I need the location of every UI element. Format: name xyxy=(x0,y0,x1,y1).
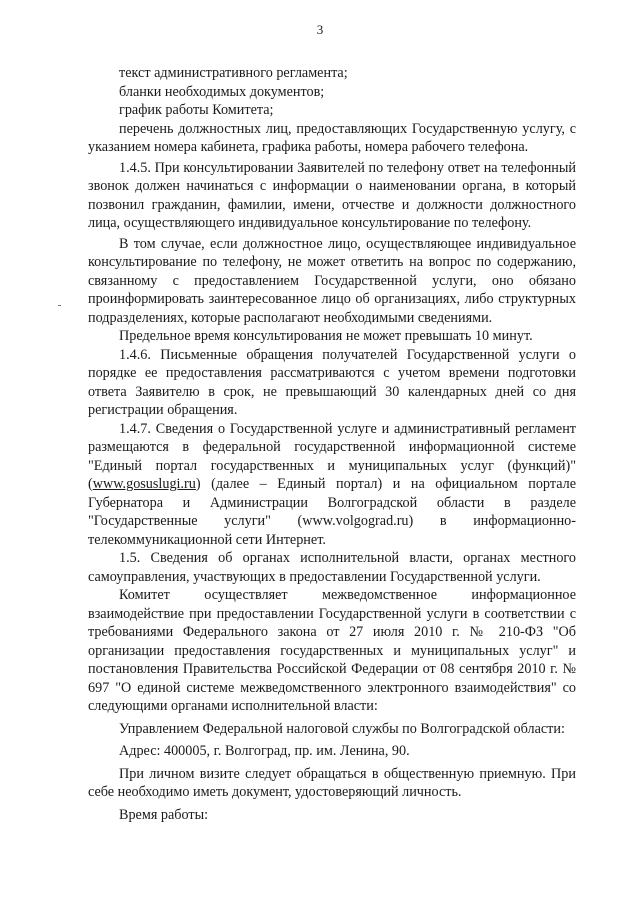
paragraph-1-4-5-referral: В том случае, если должностное лицо, осуществляющее индивидуальное консультирование по телефону, не может ответить на вопрос по содержанию, связанному с предоставлением Государственной услуги, оно обязано проинформировать заинтересованное лицо об организациях, либо структурных подразделениях, которые располагают необходимыми сведениями. xyxy=(88,235,576,326)
paragraph-address: Адрес: 400005, г. Волгоград, пр. им. Ленина, 90. xyxy=(119,743,410,759)
paragraph-working-hours: Время работы: xyxy=(119,806,209,823)
list-item-officials-list: перечень должностных лиц, предоставляющих Государственную услугу, с указанием номера кабинета, графика работы, номера рабочего телефона. xyxy=(88,120,576,155)
paragraph-personal-visit: При личном визите следует обращаться в общественную приемную. При себе необходимо иметь документ, удостоверяющий личность. xyxy=(88,765,576,800)
gosuslugi-link[interactable]: www.gosuslugi.ru xyxy=(92,476,196,492)
list-item-document-forms: бланки необходимых документов; xyxy=(119,83,325,100)
paragraph-1-4-5: 1.4.5. При консультировании Заявителей по телефону ответ на телефонный звонок должен начинаться с информации о наименовании органа, в который позвонил гражданин, фамилии, имени, отчестве и должности должностного лица, осуществляющего индивидуальное консультирование по телефону. xyxy=(88,159,576,231)
list-item-committee-schedule: график работы Комитета; xyxy=(119,102,274,118)
paragraph-1-4-7-start: 1.4.7. Сведения о Государственной услуге и административный регламент размещаются в федеральной государственной информационной системе "Единый портал государственных и муниципальных услуг (функций)" ( xyxy=(88,420,576,492)
document-body xyxy=(88,64,576,824)
paragraph-tax-service: Управлением Федеральной налоговой службы по Волгоградской области: xyxy=(119,720,565,737)
paragraph-1-4-5-time-limit: Предельное время консультирования не может превышать 10 минут. xyxy=(119,328,533,344)
paragraph-1-5-interaction: Комитет осуществляет межведомственное информационное взаимодействие при предоставлении Государственной услуги в соответствии с требованиями Федерального закона от 27 июля 2010 г. № 210-ФЗ "Об организации предоставления государственных и муниципальных услуг" и постановления Правительства Российской Федерации от 08 сентября 2010 г. № 697 "О единой системе межведомственного электронного взаимодействия" со следующими органами исполнительной власти: xyxy=(88,587,576,714)
page-number: 3 xyxy=(316,22,324,37)
paragraph-1-4-7-end: ) (далее – Единый портал) и на официальном портале Губернатора и Администрации Волгоградской области в разделе "Государственные услуги" (www.volgograd.ru) в информационно-телекоммуникационной сети Интернет. xyxy=(88,476,576,548)
paragraph-1-4-7 xyxy=(88,420,576,550)
list-item-regulation-text: текст административного регламента; xyxy=(119,65,348,81)
paragraph-1-5: 1.5. Сведения об органах исполнительной власти, органах местного самоуправления, участвующих в предоставлении Государственной услуги. xyxy=(88,550,576,585)
scan-speck xyxy=(58,305,61,306)
paragraph-1-4-6: 1.4.6. Письменные обращения получателей Государственной услуги о порядке ее предоставления рассматриваются с учетом времени подготовки ответа Заявителю в срок, не превышающий 30 календарных дней со дня регистрации обращения. xyxy=(88,346,576,418)
